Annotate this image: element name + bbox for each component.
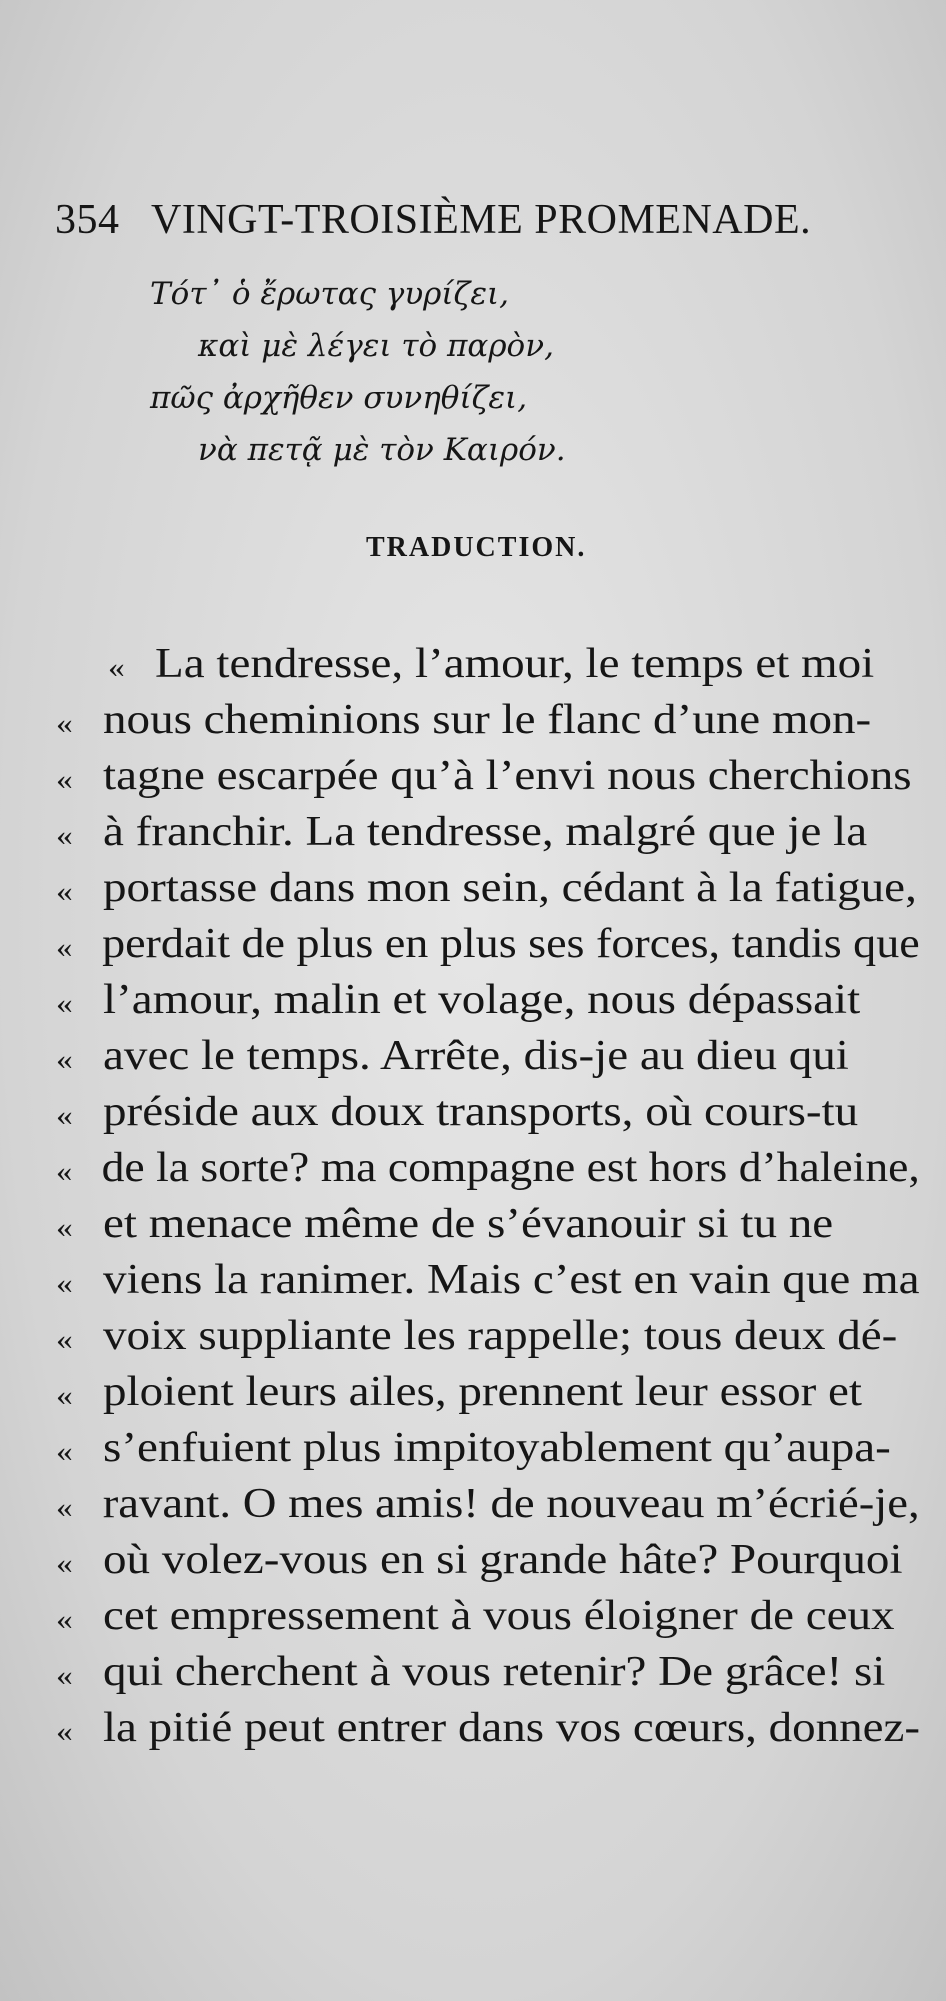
body-line bbox=[56, 976, 860, 1024]
body-line bbox=[56, 1424, 891, 1472]
greek-verse-line: Τότ᾽ ὁ ἔρωτας γυρίζει, bbox=[150, 276, 509, 312]
greek-verse-line: πῶς ἀρχῆθεν συνηθίζει, bbox=[150, 380, 528, 416]
line-text: viens la ranimer. Mais c’est en vain que ma bbox=[103, 1257, 920, 1303]
line-text: avec le temps. Arrête, dis-je au dieu qui bbox=[103, 1033, 849, 1079]
quote-mark: « bbox=[56, 1603, 73, 1636]
greek-verse-line: νὰ πετᾷ μὲ τὸν Καιρόν. bbox=[198, 432, 566, 468]
quote-mark: « bbox=[56, 763, 73, 796]
quote-mark: « bbox=[56, 707, 73, 740]
quote-mark: « bbox=[56, 1099, 73, 1132]
body-line bbox=[56, 1648, 885, 1696]
quote-mark: « bbox=[56, 1323, 73, 1356]
body-line bbox=[56, 1536, 903, 1584]
line-text: nous cheminions sur le flanc d’une mon- bbox=[103, 697, 872, 743]
quote-mark: « bbox=[56, 819, 73, 852]
line-text: la pitié peut entrer dans vos cœurs, donnez- bbox=[102, 1705, 920, 1751]
quote-mark: « bbox=[56, 1547, 73, 1580]
line-text: ploient leurs ailes, prennent leur essor et bbox=[103, 1369, 862, 1415]
body-line bbox=[56, 752, 912, 800]
body-line bbox=[56, 1256, 919, 1304]
line-text: La tendresse, l’amour, le temps et moi bbox=[155, 641, 875, 687]
quote-mark: « bbox=[108, 651, 125, 684]
body-line bbox=[108, 640, 874, 688]
line-text: qui cherchent à vous retenir? De grâce! si bbox=[103, 1649, 886, 1695]
quote-mark: « bbox=[56, 1043, 73, 1076]
body-line bbox=[56, 1368, 862, 1416]
quote-mark: « bbox=[56, 1435, 73, 1468]
greek-verse-line: καὶ μὲ λέγει τὸ παρὸν, bbox=[198, 328, 554, 364]
line-text: préside aux doux transports, où cours-tu bbox=[103, 1089, 859, 1135]
body-line bbox=[56, 696, 871, 744]
line-text: portasse dans mon sein, cédant à la fatigue, bbox=[103, 865, 917, 911]
body-line bbox=[56, 1200, 833, 1248]
quote-mark: « bbox=[56, 875, 73, 908]
quote-mark: « bbox=[56, 1379, 73, 1412]
line-text: l’amour, malin et volage, nous dépassait bbox=[103, 977, 861, 1023]
line-text: tagne escarpée qu’à l’envi nous cherchions bbox=[103, 753, 912, 799]
running-header bbox=[55, 196, 875, 244]
body-line bbox=[56, 1592, 895, 1640]
line-text: ravant. O mes amis! de nouveau m’écrié-je, bbox=[102, 1481, 920, 1527]
line-text: à franchir. La tendresse, malgré que je la bbox=[103, 809, 868, 855]
line-text: voix suppliante les rappelle; tous deux dé- bbox=[103, 1313, 898, 1359]
body-line bbox=[56, 1088, 858, 1136]
translation-heading: TRADUCTION. bbox=[366, 532, 587, 563]
body-line bbox=[56, 1032, 849, 1080]
quote-mark: « bbox=[56, 1267, 73, 1300]
body-line bbox=[56, 1480, 920, 1528]
line-text: et menace même de s’évanouir si tu ne bbox=[103, 1201, 834, 1247]
body-line bbox=[56, 1312, 897, 1360]
line-text: où volez-vous en si grande hâte? Pourquoi bbox=[103, 1537, 903, 1583]
running-title: VINGT-TROISIÈME PROMENADE. bbox=[151, 197, 812, 243]
line-text: perdait de plus en plus ses forces, tandis que bbox=[102, 921, 920, 967]
body-line bbox=[56, 920, 920, 968]
body-line bbox=[56, 1704, 920, 1752]
quote-mark: « bbox=[56, 1659, 73, 1692]
quote-mark: « bbox=[56, 931, 73, 964]
body-line bbox=[56, 1144, 920, 1192]
quote-mark: « bbox=[56, 1715, 73, 1748]
quote-mark: « bbox=[56, 1491, 73, 1524]
quote-mark: « bbox=[56, 1155, 73, 1188]
body-line bbox=[56, 808, 867, 856]
body-line bbox=[56, 864, 917, 912]
quote-mark: « bbox=[56, 1211, 73, 1244]
page-number: 354 bbox=[55, 197, 120, 243]
line-text: cet empressement à vous éloigner de ceux bbox=[103, 1593, 895, 1639]
line-text: de la sorte? ma compagne est hors d’haleine, bbox=[101, 1145, 920, 1191]
line-text: s’enfuient plus impitoyablement qu’aupa- bbox=[103, 1425, 891, 1471]
quote-mark: « bbox=[56, 987, 73, 1020]
